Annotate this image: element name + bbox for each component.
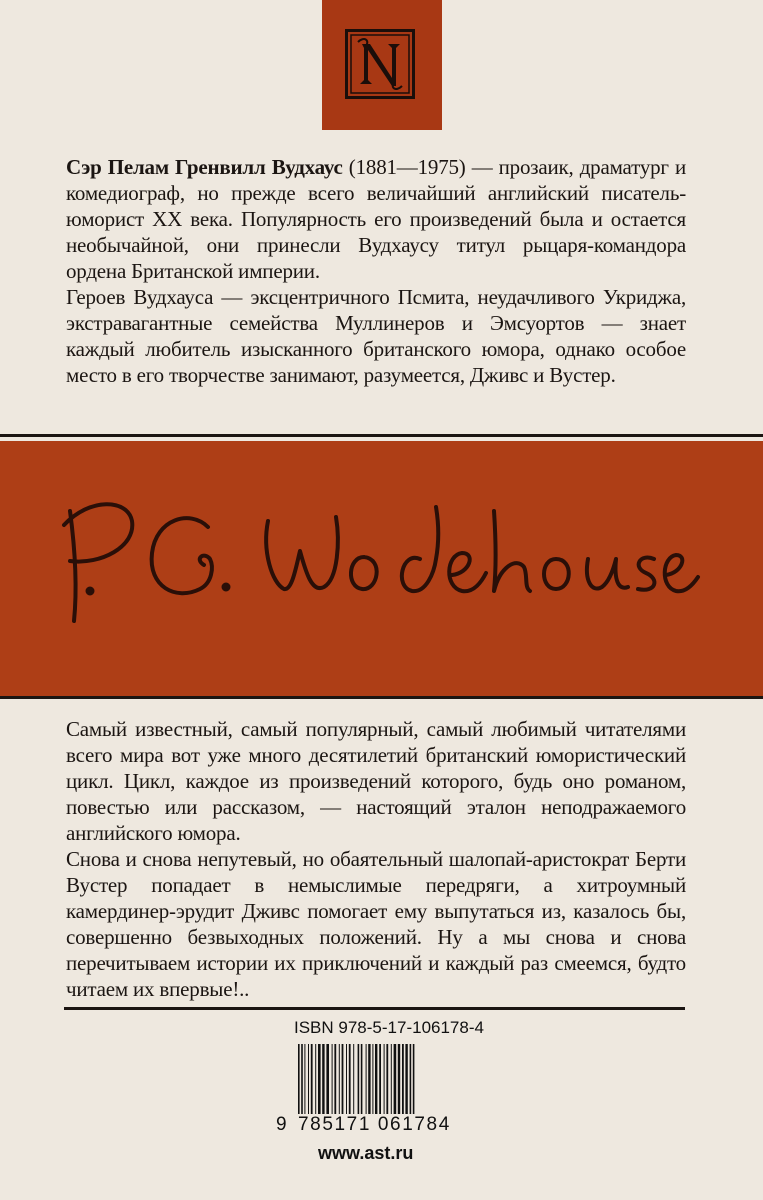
author-name: Сэр Пелам Гренвилл Вудхаус [66, 155, 343, 179]
barcode-bar [366, 1044, 367, 1114]
barcode-bar [353, 1044, 354, 1114]
barcode-bar [334, 1044, 336, 1114]
author-bio [66, 154, 686, 388]
publisher-logo [322, 0, 442, 130]
barcode-bar [368, 1044, 370, 1114]
publisher-logo-frame [345, 29, 415, 99]
barcode-digit-string: 785171 061784 [298, 1114, 451, 1135]
author-signature [0, 441, 763, 696]
barcode-bar [311, 1044, 313, 1114]
barcode-bar [384, 1044, 385, 1114]
barcode-bar [346, 1044, 347, 1114]
barcode-bar [304, 1044, 305, 1114]
publisher-website: www.ast.ru [318, 1143, 414, 1163]
barcode-bar [375, 1044, 377, 1114]
barcode-bar [372, 1044, 373, 1114]
barcode-bar [394, 1044, 397, 1114]
barcode-bar [342, 1044, 344, 1114]
barcode-bar [405, 1044, 407, 1114]
band-bottom-rule [0, 696, 763, 699]
barcode-bar [332, 1044, 333, 1114]
barcode-bar [318, 1044, 321, 1114]
series-description [66, 716, 686, 1002]
barcode-bar [339, 1044, 340, 1114]
barcode-bar [386, 1044, 388, 1114]
barcode-digits [276, 1114, 493, 1138]
bio-paragraph-1 [66, 154, 686, 284]
barcode-bar [322, 1044, 324, 1114]
barcode-bar [315, 1044, 316, 1114]
series-paragraph-1: Самый известный, самый популярный, самый любимый читателями всего мира вот уже много десятилетий британский юмористический цикл. Цикл, каждое из произведений которого, будь оно романом, повестью или рассказом, — настоящий эталон неподражаемого английского юмора. [66, 717, 686, 845]
barcode-bar [398, 1044, 400, 1114]
barcode-bar [349, 1044, 351, 1114]
bottom-rule [64, 1007, 685, 1010]
band-top-rule [0, 434, 763, 437]
publisher-logo-n-icon [348, 32, 412, 96]
barcode-bar [402, 1044, 404, 1114]
barcode-bar [391, 1044, 392, 1114]
isbn-label: ISBN 978-5-17-106178-4 [294, 1018, 484, 1037]
barcode-bar [379, 1044, 381, 1114]
signature-band [0, 441, 763, 696]
bio-paragraph-1-text: (1881—1975) — прозаик, драматург и комедиограф, но прежде всего величайший английский писатель-юморист XX века. Популярность его произведений была и остается необычайной, они принесли Вудхаусу титул рыцаря-командора ордена Британской империи. [66, 155, 686, 283]
barcode-bar [326, 1044, 329, 1114]
series-paragraph-2: Снова и снова непутевый, но обаятельный шалопай-аристократ Берти Вустер попадает в немыслимые передряги, а хитроумный камердинер-эрудит Дживс помогает ему выпутаться из, казалось бы, совершенно безвыходных положений. Ну а мы снова и снова перечитываем истории их приключений и каждый раз смеемся, будто читаем их впервые!.. [66, 847, 686, 1001]
barcode-bar [308, 1044, 309, 1114]
bio-paragraph-2: Героев Вудхауса — эксцентричного Псмита, неудачливого Укриджа, экстравагантные семейства Муллинеров и Эмсуортов — знает каждый любитель изысканного британского юмора, однако особое место в его творчестве занимают, разумеется, Дживс и Вустер. [66, 285, 686, 387]
barcode-first-digit: 9 [276, 1114, 289, 1135]
